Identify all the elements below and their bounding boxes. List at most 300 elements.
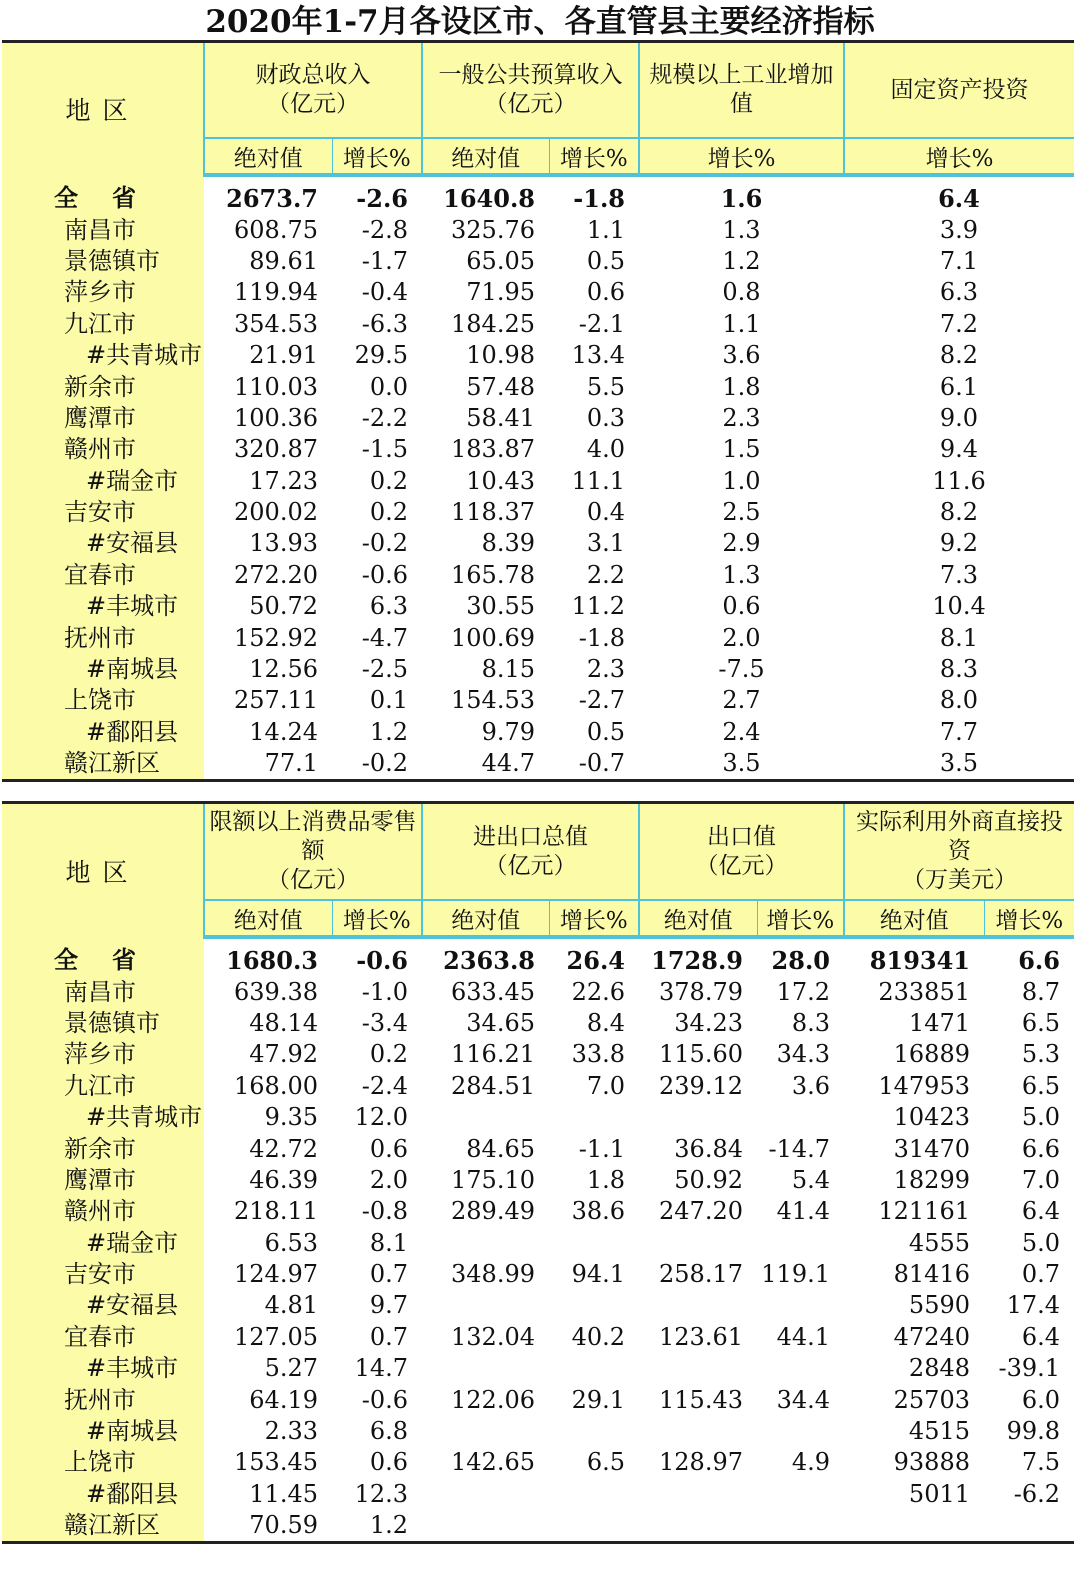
cell-value: -2.8 bbox=[361, 215, 408, 244]
cell-value: 1.2 bbox=[722, 246, 761, 275]
cell-value: 44.7 bbox=[422, 748, 549, 781]
cell-value: 7.1 bbox=[939, 246, 979, 275]
cell-value: 47.92 bbox=[249, 1040, 318, 1069]
cell-value bbox=[639, 1102, 757, 1133]
cell-value: 6.6 bbox=[1018, 946, 1060, 976]
region-name: 鹰潭市 bbox=[2, 403, 204, 434]
region-name: 全省 bbox=[2, 937, 204, 976]
cell-value: 218.11 bbox=[234, 1197, 318, 1226]
cell-value: 200.02 bbox=[234, 498, 318, 527]
cell-value: -0.4 bbox=[361, 278, 408, 307]
region-name: 九江市 bbox=[2, 309, 204, 340]
table-row bbox=[2, 976, 1074, 1007]
region-name: #共青城市 bbox=[2, 340, 204, 371]
cell-value: 142.65 bbox=[451, 1448, 535, 1477]
table-row bbox=[2, 560, 1074, 591]
cell-value: 5.0 bbox=[1021, 1103, 1060, 1132]
region-name: 景德镇市 bbox=[2, 246, 204, 277]
cell-value: -1.0 bbox=[361, 977, 408, 1006]
cell-value: 121161 bbox=[878, 1197, 970, 1226]
cell-value: 325.76 bbox=[451, 215, 535, 244]
cell-value: 258.17 bbox=[659, 1260, 743, 1289]
cell-value: -2.4 bbox=[361, 1071, 408, 1100]
cell-value: 116.21 bbox=[451, 1040, 535, 1069]
cell-value: 639.38 bbox=[234, 977, 318, 1006]
cell-value: 184.25 bbox=[451, 309, 535, 338]
cell-value bbox=[549, 1102, 639, 1133]
cell-value: 115.60 bbox=[659, 1040, 743, 1069]
cell-value: -4.7 bbox=[361, 623, 408, 652]
region-header: 地区 bbox=[2, 803, 204, 938]
cell-value: 4555 bbox=[908, 1228, 970, 1257]
cell-value: 3.6 bbox=[722, 341, 761, 370]
cell-value: -6.2 bbox=[1013, 1479, 1060, 1508]
cell-value: 12.0 bbox=[354, 1103, 408, 1132]
cell-value: 608.75 bbox=[234, 215, 318, 244]
cell-value bbox=[639, 1353, 757, 1384]
table-row bbox=[2, 1353, 1074, 1384]
region-name: 萍乡市 bbox=[2, 277, 204, 308]
table-row bbox=[2, 175, 1074, 214]
cell-value: 8.1 bbox=[369, 1228, 408, 1257]
region-name: #鄱阳县 bbox=[2, 717, 204, 748]
cell-value: 9.35 bbox=[264, 1103, 318, 1132]
cell-value bbox=[984, 1510, 1074, 1543]
table-row bbox=[2, 1259, 1074, 1290]
cell-value bbox=[549, 1228, 639, 1259]
table-row bbox=[2, 1008, 1074, 1039]
cell-value: 6.4 bbox=[1021, 1322, 1060, 1351]
subheader-5: 增长% bbox=[844, 138, 1074, 175]
cell-value: 5.5 bbox=[586, 372, 625, 401]
cell-value: 118.37 bbox=[451, 498, 535, 527]
group-header-industry: 规模以上工业增加值 bbox=[639, 42, 844, 139]
cell-value: 6.4 bbox=[1021, 1197, 1060, 1226]
cell-value: 284.51 bbox=[451, 1071, 535, 1100]
subheader-7: 增长% bbox=[984, 900, 1074, 937]
cell-value: 4515 bbox=[908, 1417, 970, 1446]
cell-value bbox=[549, 1353, 639, 1384]
group-header-retail: 限额以上消费品零售额 （亿元） bbox=[204, 803, 422, 901]
cell-value: 3.5 bbox=[844, 748, 1074, 781]
cell-value: 257.11 bbox=[234, 686, 318, 715]
cell-value: 9.2 bbox=[939, 529, 979, 558]
cell-value: 1.8 bbox=[722, 372, 761, 401]
table-1-body bbox=[2, 175, 1074, 781]
cell-value: 8.3 bbox=[791, 1008, 830, 1037]
cell-value: 0.7 bbox=[369, 1322, 408, 1351]
table-2-wrapper bbox=[2, 801, 1074, 1544]
cell-value: 93888 bbox=[893, 1448, 970, 1477]
cell-value: 819341 bbox=[869, 946, 970, 976]
cell-value: 1.0 bbox=[722, 466, 761, 495]
cell-value: 10423 bbox=[893, 1103, 970, 1132]
cell-value: 13.93 bbox=[249, 529, 318, 558]
table-row bbox=[2, 214, 1074, 245]
region-name: #鄱阳县 bbox=[2, 1479, 204, 1510]
indicators-table-2 bbox=[2, 801, 1074, 1544]
cell-value: -1.5 bbox=[361, 435, 408, 464]
subheader-5: 增长% bbox=[757, 900, 844, 937]
cell-value: 0.8 bbox=[722, 278, 761, 307]
cell-value: -2.6 bbox=[356, 184, 408, 214]
cell-value: 0.2 bbox=[369, 1040, 408, 1069]
cell-value: -1.8 bbox=[578, 623, 625, 652]
cell-value bbox=[422, 1479, 549, 1510]
table-row bbox=[2, 1102, 1074, 1133]
table-row bbox=[2, 1228, 1074, 1259]
table-row bbox=[2, 1510, 1074, 1543]
cell-value: 2.9 bbox=[722, 529, 761, 558]
cell-value: 42.72 bbox=[249, 1134, 318, 1163]
table-row bbox=[2, 1196, 1074, 1227]
cell-value: 633.45 bbox=[451, 977, 535, 1006]
cell-value: 10.43 bbox=[466, 466, 535, 495]
region-name: 赣州市 bbox=[2, 1196, 204, 1227]
group-header-public-budget: 一般公共预算收入 （亿元） bbox=[422, 42, 639, 139]
subheader-4: 增长% bbox=[639, 138, 844, 175]
table-row bbox=[2, 1290, 1074, 1321]
cell-value: 147953 bbox=[878, 1071, 970, 1100]
region-name: 九江市 bbox=[2, 1071, 204, 1102]
region-name: #南城县 bbox=[2, 1416, 204, 1447]
table-row bbox=[2, 246, 1074, 277]
cell-value: 41.4 bbox=[776, 1197, 830, 1226]
subheader-6: 绝对值 bbox=[844, 900, 984, 937]
cell-value: 21.91 bbox=[249, 341, 318, 370]
cell-value bbox=[757, 1510, 844, 1543]
cell-value: 29.5 bbox=[354, 341, 408, 370]
region-name: 宜春市 bbox=[2, 1322, 204, 1353]
cell-value: 34.23 bbox=[674, 1008, 743, 1037]
subheader-0: 绝对值 bbox=[204, 138, 332, 175]
table-row bbox=[2, 654, 1074, 685]
cell-value: -2.1 bbox=[578, 309, 625, 338]
cell-value: -14.7 bbox=[768, 1134, 830, 1163]
region-name: 赣江新区 bbox=[2, 748, 204, 781]
cell-value bbox=[639, 1510, 757, 1543]
cell-value: 7.3 bbox=[939, 560, 979, 589]
cell-value: 89.61 bbox=[249, 246, 318, 275]
region-name: 抚州市 bbox=[2, 622, 204, 653]
cell-value: 8.15 bbox=[481, 655, 535, 684]
cell-value: 153.45 bbox=[234, 1448, 318, 1477]
cell-value: 5590 bbox=[908, 1291, 970, 1320]
cell-value: 7.7 bbox=[939, 717, 979, 746]
region-name: 赣江新区 bbox=[2, 1510, 204, 1543]
cell-value bbox=[422, 1510, 549, 1543]
cell-value: 64.19 bbox=[249, 1385, 318, 1414]
table-row bbox=[2, 309, 1074, 340]
cell-value: 11.45 bbox=[249, 1479, 318, 1508]
cell-value: -7.5 bbox=[718, 655, 765, 684]
cell-value: 8.4 bbox=[586, 1008, 625, 1037]
cell-value: 0.2 bbox=[369, 466, 408, 495]
group-header-fiscal-total: 财政总收入 （亿元） bbox=[204, 42, 422, 139]
cell-value: 320.87 bbox=[234, 435, 318, 464]
cell-value: 6.1 bbox=[939, 372, 979, 401]
cell-value: 2.3 bbox=[722, 403, 761, 432]
cell-value bbox=[422, 1102, 549, 1133]
table-row bbox=[2, 1479, 1074, 1510]
cell-value bbox=[422, 1228, 549, 1259]
cell-value: -0.2 bbox=[332, 748, 422, 781]
cell-value: 14.7 bbox=[354, 1354, 408, 1383]
cell-value: 44.1 bbox=[776, 1322, 830, 1351]
cell-value: 2.4 bbox=[722, 717, 761, 746]
cell-value: 5011 bbox=[908, 1479, 970, 1508]
cell-value: 11.1 bbox=[571, 466, 625, 495]
cell-value: 8.0 bbox=[939, 686, 979, 715]
cell-value: 8.2 bbox=[939, 341, 979, 370]
cell-value: 94.1 bbox=[571, 1260, 625, 1289]
cell-value bbox=[757, 1353, 844, 1384]
table-row bbox=[2, 1165, 1074, 1196]
cell-value bbox=[639, 1416, 757, 1447]
cell-value: 2.33 bbox=[264, 1417, 318, 1446]
cell-value bbox=[422, 1290, 549, 1321]
subheader-3: 增长% bbox=[549, 138, 639, 175]
cell-value: 1.1 bbox=[586, 215, 625, 244]
cell-value bbox=[549, 1479, 639, 1510]
cell-value: 3.5 bbox=[639, 748, 844, 781]
cell-value: 84.65 bbox=[466, 1134, 535, 1163]
table-row bbox=[2, 340, 1074, 371]
cell-value: 8.39 bbox=[481, 529, 535, 558]
region-name: 新余市 bbox=[2, 1133, 204, 1164]
region-name: 吉安市 bbox=[2, 1259, 204, 1290]
cell-value: 7.5 bbox=[1021, 1448, 1060, 1477]
cell-value: 7.0 bbox=[586, 1071, 625, 1100]
cell-value: 239.12 bbox=[659, 1071, 743, 1100]
cell-value: 3.6 bbox=[791, 1071, 830, 1100]
cell-value: 110.03 bbox=[234, 372, 318, 401]
cell-value: 29.1 bbox=[571, 1385, 625, 1414]
cell-value: 2.2 bbox=[586, 560, 625, 589]
cell-value bbox=[844, 1510, 984, 1543]
cell-value: 99.8 bbox=[1006, 1417, 1060, 1446]
cell-value: 5.3 bbox=[1021, 1040, 1060, 1069]
table-row bbox=[2, 371, 1074, 402]
cell-value: 6.5 bbox=[1021, 1008, 1060, 1037]
cell-value: -2.7 bbox=[578, 686, 625, 715]
region-name: #共青城市 bbox=[2, 1102, 204, 1133]
region-name: #丰城市 bbox=[2, 591, 204, 622]
cell-value: 5.0 bbox=[1021, 1228, 1060, 1257]
cell-value: 65.05 bbox=[466, 246, 535, 275]
cell-value: 0.7 bbox=[1021, 1260, 1060, 1289]
cell-value: -0.6 bbox=[356, 946, 408, 976]
region-name: 抚州市 bbox=[2, 1384, 204, 1415]
region-name: 鹰潭市 bbox=[2, 1165, 204, 1196]
cell-value: 0.5 bbox=[586, 246, 625, 275]
cell-value: -3.4 bbox=[361, 1008, 408, 1037]
cell-value bbox=[549, 1290, 639, 1321]
table-row bbox=[2, 748, 1074, 781]
cell-value bbox=[422, 1416, 549, 1447]
region-name: 萍乡市 bbox=[2, 1039, 204, 1070]
cell-value: 9.0 bbox=[939, 403, 979, 432]
cell-value: 8.3 bbox=[939, 655, 979, 684]
region-name: 全省 bbox=[2, 175, 204, 214]
cell-value bbox=[549, 1416, 639, 1447]
cell-value: 123.61 bbox=[659, 1322, 743, 1351]
region-name: 吉安市 bbox=[2, 497, 204, 528]
cell-value: 348.99 bbox=[451, 1260, 535, 1289]
region-name: #瑞金市 bbox=[2, 1228, 204, 1259]
region-name: #安福县 bbox=[2, 528, 204, 559]
cell-value: 6.5 bbox=[586, 1448, 625, 1477]
cell-value: 127.05 bbox=[234, 1322, 318, 1351]
cell-value: 247.20 bbox=[659, 1197, 743, 1226]
cell-value: 12.3 bbox=[354, 1479, 408, 1508]
cell-value: -1.1 bbox=[578, 1134, 625, 1163]
cell-value: 77.1 bbox=[204, 748, 332, 781]
cell-value: 4.81 bbox=[264, 1291, 318, 1320]
cell-value: 26.4 bbox=[566, 946, 625, 976]
cell-value: 22.6 bbox=[571, 977, 625, 1006]
cell-value: -0.8 bbox=[361, 1197, 408, 1226]
cell-value: -0.6 bbox=[361, 1385, 408, 1414]
cell-value: 70.59 bbox=[204, 1510, 332, 1543]
cell-value: 1640.8 bbox=[443, 184, 535, 214]
cell-value: 1.2 bbox=[369, 717, 408, 746]
region-name: 上饶市 bbox=[2, 685, 204, 716]
table-row bbox=[2, 466, 1074, 497]
cell-value: 9.4 bbox=[939, 435, 979, 464]
cell-value: 6.3 bbox=[369, 592, 408, 621]
cell-value: 0.0 bbox=[369, 372, 408, 401]
cell-value: 233851 bbox=[878, 977, 970, 1006]
group-header-fdi: 实际利用外商直接投资 （万美元） bbox=[844, 803, 1074, 901]
cell-value: 12.56 bbox=[249, 655, 318, 684]
cell-value bbox=[422, 1353, 549, 1384]
cell-value: 378.79 bbox=[659, 977, 743, 1006]
cell-value: 8.1 bbox=[939, 623, 979, 652]
cell-value: -1.8 bbox=[573, 184, 625, 214]
cell-value: 6.3 bbox=[939, 278, 979, 307]
indicators-table-1 bbox=[2, 40, 1074, 782]
cell-value: 7.2 bbox=[939, 309, 979, 338]
cell-value: -0.7 bbox=[549, 748, 639, 781]
cell-value: 5.27 bbox=[264, 1354, 318, 1383]
cell-value: 0.2 bbox=[369, 498, 408, 527]
table-row bbox=[2, 591, 1074, 622]
region-name: 上饶市 bbox=[2, 1447, 204, 1478]
cell-value: 100.69 bbox=[451, 623, 535, 652]
cell-value: 38.6 bbox=[571, 1197, 625, 1226]
cell-value: 152.92 bbox=[234, 623, 318, 652]
cell-value: 11.6 bbox=[932, 466, 986, 495]
cell-value: 3.9 bbox=[939, 215, 979, 244]
cell-value: 48.14 bbox=[249, 1008, 318, 1037]
cell-value: 9.79 bbox=[481, 717, 535, 746]
table-row bbox=[2, 1071, 1074, 1102]
cell-value: 47240 bbox=[893, 1322, 970, 1351]
cell-value: 8.2 bbox=[939, 498, 979, 527]
cell-value: 33.8 bbox=[571, 1040, 625, 1069]
cell-value: 50.92 bbox=[674, 1165, 743, 1194]
cell-value: 100.36 bbox=[234, 403, 318, 432]
cell-value: 2.3 bbox=[586, 655, 625, 684]
cell-value bbox=[639, 1290, 757, 1321]
cell-value bbox=[639, 1228, 757, 1259]
group-header-export: 出口值 （亿元） bbox=[639, 803, 844, 901]
cell-value: 25703 bbox=[893, 1385, 970, 1414]
cell-value: 2.5 bbox=[722, 498, 761, 527]
cell-value: 13.4 bbox=[571, 341, 625, 370]
table-row bbox=[2, 403, 1074, 434]
region-name: #南城县 bbox=[2, 654, 204, 685]
cell-value: -0.2 bbox=[361, 529, 408, 558]
cell-value: -39.1 bbox=[998, 1354, 1060, 1383]
cell-value: 6.8 bbox=[369, 1417, 408, 1446]
region-name: #丰城市 bbox=[2, 1353, 204, 1384]
cell-value: 5.4 bbox=[791, 1165, 830, 1194]
table-row bbox=[2, 1133, 1074, 1164]
cell-value: 6.4 bbox=[938, 184, 980, 214]
cell-value: 6.53 bbox=[264, 1228, 318, 1257]
cell-value: 8.7 bbox=[1021, 977, 1060, 1006]
cell-value: 34.4 bbox=[776, 1385, 830, 1414]
cell-value: 6.5 bbox=[1021, 1071, 1060, 1100]
cell-value: 3.1 bbox=[586, 529, 625, 558]
cell-value: 0.7 bbox=[369, 1260, 408, 1289]
cell-value: 124.97 bbox=[234, 1260, 318, 1289]
cell-value: 6.6 bbox=[1021, 1134, 1060, 1163]
cell-value: 57.48 bbox=[466, 372, 535, 401]
cell-value bbox=[757, 1416, 844, 1447]
subheader-2: 绝对值 bbox=[422, 138, 549, 175]
cell-value bbox=[757, 1290, 844, 1321]
cell-value: 0.1 bbox=[369, 686, 408, 715]
cell-value: 154.53 bbox=[451, 686, 535, 715]
cell-value: 6.0 bbox=[1021, 1385, 1060, 1414]
cell-value: 1.5 bbox=[722, 435, 761, 464]
region-name: 南昌市 bbox=[2, 214, 204, 245]
cell-value: 1.8 bbox=[586, 1165, 625, 1194]
cell-value: 289.49 bbox=[451, 1197, 535, 1226]
table-1-wrapper bbox=[2, 40, 1074, 782]
cell-value: 122.06 bbox=[451, 1385, 535, 1414]
cell-value: 1.3 bbox=[722, 215, 761, 244]
cell-value: 1.6 bbox=[720, 184, 763, 214]
cell-value bbox=[757, 1228, 844, 1259]
table-row bbox=[2, 1416, 1074, 1447]
cell-value: 0.4 bbox=[586, 498, 625, 527]
table-row bbox=[2, 717, 1074, 748]
cell-value: 1.3 bbox=[722, 560, 761, 589]
cell-value: -1.7 bbox=[361, 246, 408, 275]
cell-value: 46.39 bbox=[249, 1165, 318, 1194]
subheader-1: 增长% bbox=[332, 138, 422, 175]
cell-value: 81416 bbox=[893, 1260, 970, 1289]
cell-value: 10.98 bbox=[466, 341, 535, 370]
region-name: #安福县 bbox=[2, 1290, 204, 1321]
table-row bbox=[2, 1447, 1074, 1478]
cell-value: 165.78 bbox=[451, 560, 535, 589]
cell-value: 2363.8 bbox=[443, 946, 535, 976]
cell-value: 0.6 bbox=[722, 592, 761, 621]
region-name: 新余市 bbox=[2, 371, 204, 402]
cell-value: 183.87 bbox=[451, 435, 535, 464]
region-name: 赣州市 bbox=[2, 434, 204, 465]
cell-value: 10.4 bbox=[932, 592, 986, 621]
cell-value: 1471 bbox=[908, 1008, 970, 1037]
table-row bbox=[2, 937, 1074, 976]
cell-value bbox=[757, 1479, 844, 1510]
cell-value: 58.41 bbox=[466, 403, 535, 432]
